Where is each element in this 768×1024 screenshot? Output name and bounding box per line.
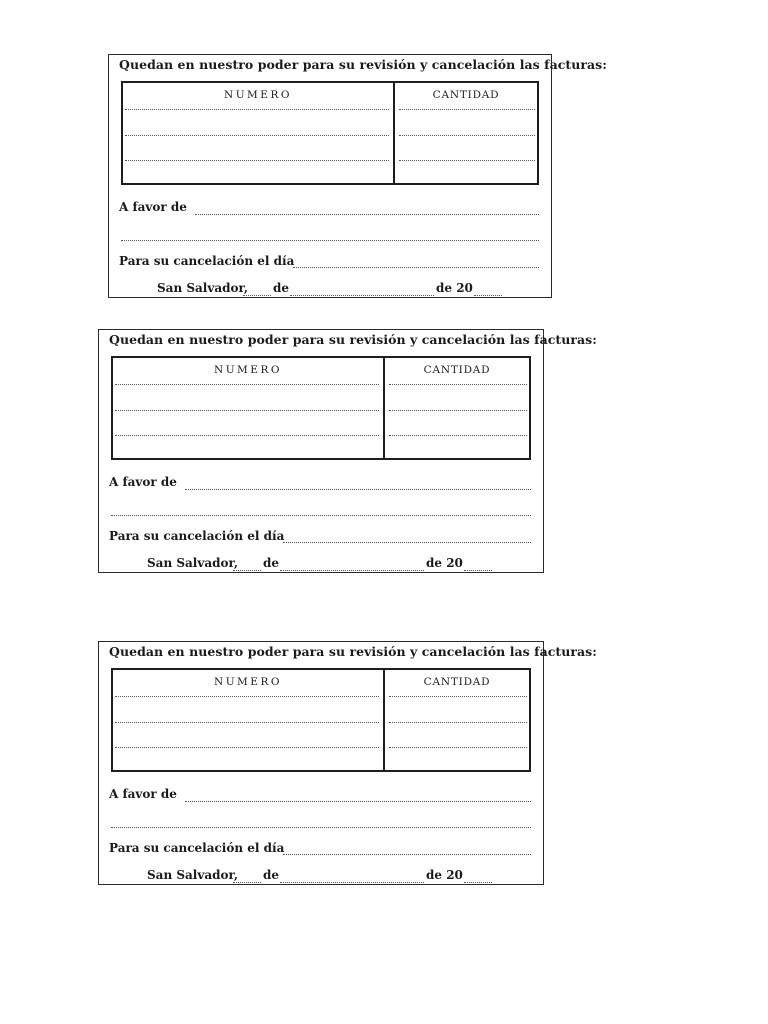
- card-title: Quedan en nuestro poder para su revisión y cancelación las facturas:: [109, 332, 597, 347]
- column-header-numero: NUMERO: [224, 89, 292, 101]
- card-title: Quedan en nuestro poder para su revisión y cancelación las facturas:: [119, 57, 607, 72]
- city-label: San Salvador,: [157, 281, 249, 295]
- table-row-line[interactable]: [399, 109, 535, 110]
- month-field[interactable]: [290, 295, 434, 296]
- day-field[interactable]: [243, 295, 271, 296]
- table-row-line[interactable]: [115, 384, 379, 385]
- de-label: de: [273, 281, 290, 295]
- invoice-table: [121, 81, 539, 185]
- table-row-line[interactable]: [389, 435, 527, 436]
- de-label: de: [263, 556, 280, 570]
- month-field[interactable]: [280, 570, 424, 571]
- table-row-line[interactable]: [115, 696, 379, 697]
- table-row-line[interactable]: [389, 747, 527, 748]
- invoice-receipt-card-2: [98, 329, 597, 573]
- day-field[interactable]: [233, 570, 261, 571]
- table-row-line[interactable]: [389, 384, 527, 385]
- a-favor-label: A favor de: [109, 475, 177, 489]
- table-row-line[interactable]: [125, 160, 389, 161]
- cancelacion-date-field[interactable]: [283, 542, 531, 543]
- table-row-line[interactable]: [399, 160, 535, 161]
- column-header-cantidad: CANTIDAD: [423, 676, 491, 688]
- cancelacion-date-field[interactable]: [293, 267, 539, 268]
- table-row-line[interactable]: [389, 410, 527, 411]
- a-favor-label: A favor de: [119, 200, 187, 214]
- card-title: Quedan en nuestro poder para su revisión y cancelación las facturas:: [109, 644, 597, 659]
- invoice-receipt-card-1: [108, 54, 607, 298]
- cancelacion-label: Para su cancelación el día: [109, 529, 285, 543]
- a-favor-field-line-2[interactable]: [121, 240, 539, 241]
- year-field[interactable]: [464, 882, 492, 883]
- day-field[interactable]: [233, 882, 261, 883]
- invoice-table: [111, 668, 531, 772]
- year-field[interactable]: [464, 570, 492, 571]
- table-row-line[interactable]: [389, 696, 527, 697]
- table-row-line[interactable]: [115, 435, 379, 436]
- table-row-line[interactable]: [399, 135, 535, 136]
- a-favor-field[interactable]: [185, 801, 531, 802]
- invoice-table: [111, 356, 531, 460]
- year-prefix-label: de 20: [426, 556, 463, 570]
- table-row-line[interactable]: [125, 135, 389, 136]
- table-row-line[interactable]: [125, 109, 389, 110]
- year-field[interactable]: [474, 295, 502, 296]
- de-label: de: [263, 868, 280, 882]
- table-row-line[interactable]: [389, 722, 527, 723]
- a-favor-label: A favor de: [109, 787, 177, 801]
- year-prefix-label: de 20: [436, 281, 473, 295]
- a-favor-field-line-2[interactable]: [111, 827, 531, 828]
- city-label: San Salvador,: [147, 868, 239, 882]
- city-label: San Salvador,: [147, 556, 239, 570]
- table-row-line[interactable]: [115, 722, 379, 723]
- a-favor-field[interactable]: [185, 489, 531, 490]
- column-header-numero: NUMERO: [214, 676, 282, 688]
- table-row-line[interactable]: [115, 410, 379, 411]
- column-header-cantidad: CANTIDAD: [423, 364, 491, 376]
- cancelacion-date-field[interactable]: [283, 854, 531, 855]
- table-row-line[interactable]: [115, 747, 379, 748]
- a-favor-field[interactable]: [195, 214, 539, 215]
- column-header-numero: NUMERO: [214, 364, 282, 376]
- year-prefix-label: de 20: [426, 868, 463, 882]
- invoice-receipt-card-3: [98, 641, 597, 885]
- a-favor-field-line-2[interactable]: [111, 515, 531, 516]
- month-field[interactable]: [280, 882, 424, 883]
- cancelacion-label: Para su cancelación el día: [109, 841, 285, 855]
- cancelacion-label: Para su cancelación el día: [119, 254, 295, 268]
- column-header-cantidad: CANTIDAD: [432, 89, 500, 101]
